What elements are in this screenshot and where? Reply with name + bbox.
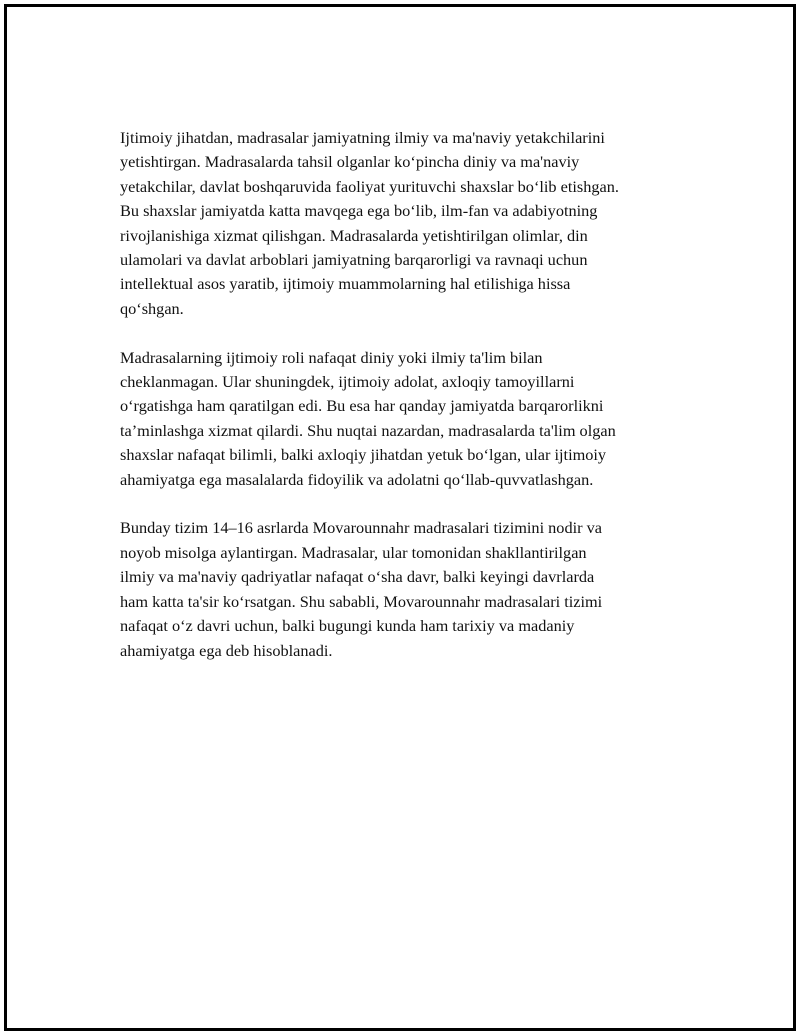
text-line: Bunday tizim 14–16 asrlarda Movarounnahr madrasalari tizimini nodir va (120, 518, 602, 538)
text-line: Ijtimoiy jihatdan, madrasalar jamiyatning ilmiy va ma'naviy yetakchilarini (120, 128, 605, 147)
text-line: intellektual asos yaratib, ijtimoiy muammolarning hal etilishiga hissa (120, 274, 571, 294)
text-line: ulamolari va davlat arboblari jamiyatning barqarorligi va ravnaqi uchun (120, 250, 588, 270)
text-line: yetishtirgan. Madrasalarda tahsil olganlar ko‘pincha diniy va ma'naviy (120, 152, 580, 172)
text-line: ilmiy va ma'naviy qadriyatlar nafaqat o‘sha davr, balki keyingi davrlarda (120, 567, 595, 587)
text-line: ahamiyatga ega masalalarda fidoyilik va adolatni qo‘llab-quvvatlashgan. (120, 469, 594, 489)
page-border (4, 4, 796, 1031)
text-line: Bu shaxslar jamiyatda katta mavqega ega bo‘lib, ilm-fan va adabiyotning (120, 201, 598, 221)
text-line: noyob misolga aylantirgan. Madrasalar, ular tomonidan shakllantirilgan (120, 542, 587, 562)
text-line: cheklanmagan. Ular shuningdek, ijtimoiy adolat, axloqiy tamoyillarni (120, 372, 575, 392)
paragraph-1 (120, 126, 700, 321)
text-line: yetakchilar, davlat boshqaruvida faoliyat yurituvchi shaxslar bo‘lib etishgan. (120, 176, 619, 196)
paragraph-3 (120, 516, 700, 662)
text-line: rivojlanishiga xizmat qilishgan. Madrasalarda yetishtirilgan olimlar, din (120, 225, 588, 245)
text-line: nafaqat o‘z davri uchun, balki bugungi kunda ham tarixiy va madaniy (120, 616, 575, 636)
text-line: o‘rgatishga ham qaratilgan edi. Bu esa har qanday jamiyatda barqarorlikni (120, 396, 604, 416)
text-line: shaxslar nafaqat bilimli, balki axloqiy jihatdan yetuk bo‘lgan, ular ijtimoiy (120, 445, 607, 465)
paragraph-2 (120, 346, 700, 492)
text-line: ta’minlashga xizmat qilardi. Shu nuqtai nazardan, madrasalarda ta'lim olgan (120, 420, 616, 440)
text-line: ham katta ta'sir ko‘rsatgan. Shu sababli, Movarounnahr madrasalari tizimi (120, 591, 603, 611)
document-body (120, 126, 700, 687)
text-line: qo‘shgan. (120, 298, 184, 318)
text-line: Madrasalarning ijtimoiy roli nafaqat diniy yoki ilmiy ta'lim bilan (120, 347, 543, 367)
text-line: ahamiyatga ega deb hisoblanadi. (120, 640, 333, 660)
